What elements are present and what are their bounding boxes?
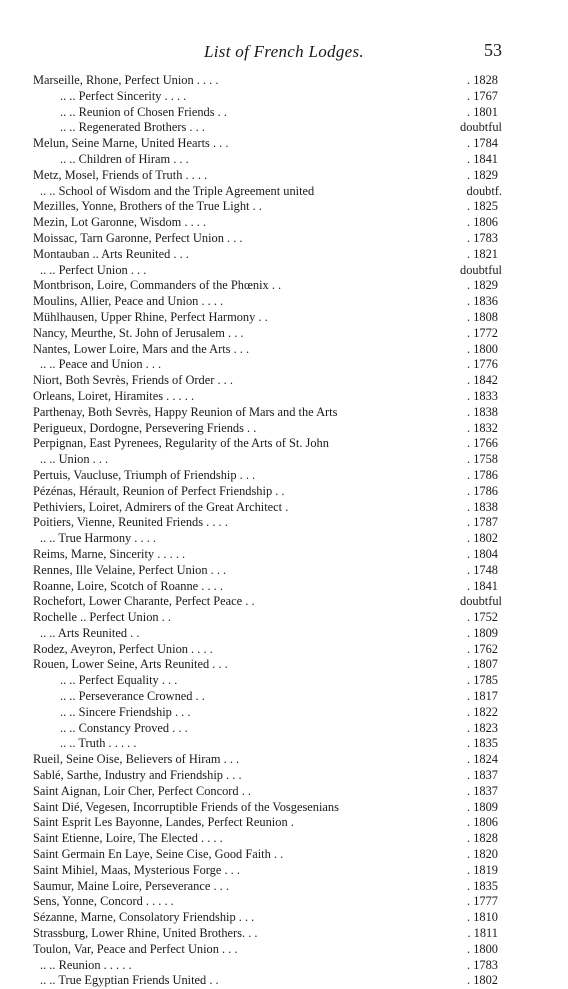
lodge-year: . 1819 (467, 862, 498, 877)
lodge-row (0, 926, 568, 942)
lodge-entry-text: Rochelle .. Perfect Union . . (33, 610, 171, 625)
lodge-entry-text: .. .. Constancy Proved . . . (60, 720, 188, 735)
lodge-row (0, 784, 568, 800)
lodge-entry-text: Moulins, Allier, Peace and Union . . . . (33, 294, 224, 309)
page-number: 53 (484, 40, 502, 60)
lodge-entry-text: Mühlhausen, Upper Rhine, Perfect Harmony . . (33, 309, 268, 324)
lodge-row (0, 973, 568, 989)
lodge-entry-text: Roanne, Loire, Scotch of Roanne . . . . (33, 578, 223, 593)
lodge-row (0, 673, 568, 689)
lodge-row (0, 278, 568, 294)
lodge-row (0, 231, 568, 247)
lodge-entry-text: Saint Esprit Les Bayonne, Landes, Perfect Reunion . (33, 815, 294, 830)
lodge-entry-text: .. .. True Egyptian Friends United . . (40, 973, 219, 988)
lodge-entry-text: Rochefort, Lower Charante, Perfect Peace . . (33, 594, 255, 609)
lodge-row (0, 689, 568, 705)
lodge-entry-text: .. .. Reunion of Chosen Friends . . (60, 104, 227, 119)
lodge-row (0, 120, 568, 136)
lodge-row (0, 847, 568, 863)
lodge-year: . 1786 (467, 483, 498, 498)
lodge-row (0, 594, 568, 610)
lodge-entry-text: Mezin, Lot Garonne, Wisdom . . . . (33, 215, 207, 230)
lodge-entry-text: Parthenay, Both Sevrès, Happy Reunion of Mars and the Arts (33, 404, 338, 419)
lodge-row (0, 736, 568, 752)
lodge-entry-text: Rueil, Seine Oise, Believers of Hiram . . . (33, 752, 240, 767)
lodge-year: . 1817 (467, 689, 498, 704)
lodge-year: . 1748 (467, 562, 498, 577)
lodge-year: . 1842 (467, 373, 498, 388)
lodge-row (0, 863, 568, 879)
lodge-entry-text: Nantes, Lower Loire, Mars and the Arts . . . (33, 341, 250, 356)
lodge-entry-text: Nancy, Meurthe, St. John of Jerusalem . . . (33, 325, 244, 340)
lodge-row (0, 958, 568, 974)
lodge-year: . 1835 (467, 878, 498, 893)
lodge-entry-text: Saint Dié, Vegesen, Incorruptible Friends of the Vosgesenians (33, 799, 339, 814)
lodge-year: . 1837 (467, 768, 498, 783)
lodge-entry-text: Sézanne, Marne, Consolatory Friendship . . . (33, 910, 255, 925)
lodge-entry-text: Rodez, Aveyron, Perfect Union . . . . (33, 641, 213, 656)
lodge-year: . 1828 (467, 73, 498, 87)
lodge-row (0, 879, 568, 895)
lodge-year: . 1766 (467, 436, 498, 451)
lodge-entry-text: Saint Aignan, Loir Cher, Perfect Concord . . (33, 783, 252, 798)
lodge-year: . 1758 (467, 452, 498, 467)
lodge-year: . 1806 (467, 215, 498, 230)
lodge-entry-text: .. .. Children of Hiram . . . (60, 151, 189, 166)
lodge-entry-text: Perigueux, Dordogne, Persevering Friends . . (33, 420, 257, 435)
lodge-entry-text: Melun, Seine Marne, United Hearts . . . (33, 136, 229, 151)
lodge-row (0, 152, 568, 168)
lodge-row (0, 626, 568, 642)
lodge-entry-text: .. .. Perseverance Crowned . . (60, 689, 205, 704)
lodge-row (0, 579, 568, 595)
lodge-row (0, 910, 568, 926)
lodge-year: . 1762 (467, 641, 498, 656)
lodge-year: . 1822 (467, 704, 498, 719)
lodge-year: . 1752 (467, 610, 498, 625)
lodge-row (0, 800, 568, 816)
lodge-entry-text: Saint Germain En Laye, Seine Cise, Good Faith . . (33, 847, 284, 862)
lodge-year: . 1804 (467, 546, 498, 561)
lodge-entry-text: .. .. Sincere Friendship . . . (60, 704, 191, 719)
lodge-row (0, 105, 568, 121)
lodge-entry-text: Pertuis, Vaucluse, Triumph of Friendship . . . (33, 467, 256, 482)
lodge-year: . 1809 (467, 625, 498, 640)
lodge-row (0, 73, 568, 89)
lodge-row (0, 610, 568, 626)
lodge-year: . 1823 (467, 720, 498, 735)
lodge-entry-text: Moissac, Tarn Garonne, Perfect Union . . . (33, 230, 243, 245)
lodge-entry-text: .. .. Regenerated Brothers . . . (60, 120, 205, 135)
lodge-year: . 1838 (467, 404, 498, 419)
lodge-entry-text: Metz, Mosel, Friends of Truth . . . . (33, 167, 208, 182)
lodge-entry-text: Pethiviers, Loiret, Admirers of the Great Architect . (33, 499, 289, 514)
lodge-year: . 1810 (467, 910, 498, 925)
lodge-row (0, 310, 568, 326)
lodge-row (0, 531, 568, 547)
lodge-year: . 1802 (467, 531, 498, 546)
lodge-entry-text: Marseille, Rhone, Perfect Union . . . . (33, 73, 219, 87)
lodge-row (0, 199, 568, 215)
lodge-year: . 1786 (467, 467, 498, 482)
lodge-entry-text: .. .. Perfect Equality . . . (60, 673, 178, 688)
lodge-row (0, 184, 568, 200)
lodge-entry-text: Toulon, Var, Peace and Perfect Union . . . (33, 941, 238, 956)
lodge-year: . 1829 (467, 167, 498, 182)
page-header (0, 42, 568, 68)
lodge-row (0, 657, 568, 673)
lodge-entry-text: Reims, Marne, Sincerity . . . . . (33, 546, 186, 561)
lodge-year: . 1777 (467, 894, 498, 909)
lodge-row (0, 357, 568, 373)
lodge-row (0, 815, 568, 831)
lodge-row (0, 500, 568, 516)
lodge-row (0, 294, 568, 310)
lodge-row (0, 831, 568, 847)
lodge-row (0, 894, 568, 910)
lodge-row (0, 547, 568, 563)
lodge-year: . 1820 (467, 847, 498, 862)
lodge-row (0, 89, 568, 105)
lodge-year: . 1836 (467, 294, 498, 309)
lodge-entry-text: .. .. Reunion . . . . . (40, 957, 132, 972)
lodge-entry-text: Saint Etienne, Loire, The Elected . . . . (33, 831, 223, 846)
lodge-year: . 1829 (467, 278, 498, 293)
lodge-row (0, 405, 568, 421)
lodge-year: . 1837 (467, 783, 498, 798)
lodge-entry-text: .. .. Arts Reunited . . (40, 625, 140, 640)
lodge-year: . 1776 (467, 357, 498, 372)
lodge-entry-text: .. .. Perfect Union . . . (40, 262, 147, 277)
lodge-row (0, 326, 568, 342)
lodge-entry-text: Orleans, Loiret, Hiramites . . . . . (33, 388, 195, 403)
lodge-year: doubtful (460, 262, 502, 277)
page-title: List of French Lodges. (204, 42, 364, 61)
lodge-year: . 1785 (467, 673, 498, 688)
lodge-year: . 1800 (467, 941, 498, 956)
lodge-entry-text: Perpignan, East Pyrenees, Regularity of the Arts of St. John (33, 436, 329, 451)
lodge-year: . 1825 (467, 199, 498, 214)
lodge-entry-text: Poitiers, Vienne, Reunited Friends . . . . (33, 515, 228, 530)
lodge-year: . 1808 (467, 309, 498, 324)
lodge-year: . 1783 (467, 230, 498, 245)
lodge-year: . 1772 (467, 325, 498, 340)
lodge-row (0, 263, 568, 279)
lodge-year: . 1828 (467, 831, 498, 846)
lodge-entry-text: Rennes, Ille Velaine, Perfect Union . . . (33, 562, 227, 577)
lodge-entry-text: .. .. Perfect Sincerity . . . . (60, 88, 187, 103)
lodge-year: . 1787 (467, 515, 498, 530)
lodge-row (0, 436, 568, 452)
lodge-year: . 1821 (467, 246, 498, 261)
lodge-row (0, 515, 568, 531)
lodge-year: . 1833 (467, 388, 498, 403)
lodge-row (0, 563, 568, 579)
lodge-row (0, 168, 568, 184)
lodge-year: . 1841 (467, 151, 498, 166)
lodge-row (0, 768, 568, 784)
lodge-year: . 1809 (467, 799, 498, 814)
lodge-entry-text: .. .. Truth . . . . . (60, 736, 137, 751)
lodge-year: . 1835 (467, 736, 498, 751)
lodge-year: . 1811 (467, 926, 498, 941)
lodge-row (0, 247, 568, 263)
lodge-entry-text: Niort, Both Sevrès, Friends of Order . . . (33, 373, 233, 388)
lodge-row (0, 705, 568, 721)
lodge-entry-text: .. .. School of Wisdom and the Triple Agreement united (40, 183, 315, 198)
lodge-year: . 1784 (467, 136, 498, 151)
lodge-entry-text: .. .. Union . . . (40, 452, 109, 467)
lodge-year: . 1807 (467, 657, 498, 672)
lodge-year: . 1838 (467, 499, 498, 514)
lodge-year: doubtf. (466, 183, 502, 198)
lodge-list (0, 73, 568, 989)
lodge-row (0, 721, 568, 737)
lodge-row (0, 642, 568, 658)
lodge-year: . 1802 (467, 973, 498, 988)
lodge-entry-text: Montauban .. Arts Reunited . . . (33, 246, 189, 261)
lodge-row (0, 215, 568, 231)
lodge-year: doubtful (460, 120, 502, 135)
lodge-entry-text: Mezilles, Yonne, Brothers of the True Light . . (33, 199, 262, 214)
lodge-row (0, 421, 568, 437)
lodge-entry-text: Sablé, Sarthe, Industry and Friendship . . . (33, 768, 242, 783)
lodge-row (0, 752, 568, 768)
lodge-entry-text: Saint Mihiel, Maas, Mysterious Forge . . . (33, 862, 240, 877)
lodge-year: . 1841 (467, 578, 498, 593)
lodge-row (0, 136, 568, 152)
lodge-row (0, 468, 568, 484)
lodge-year: . 1801 (467, 104, 498, 119)
lodge-entry-text: Rouen, Lower Seine, Arts Reunited . . . (33, 657, 228, 672)
lodge-row (0, 373, 568, 389)
lodge-row (0, 342, 568, 358)
lodge-entry-text: Sens, Yonne, Concord . . . . . (33, 894, 174, 909)
lodge-year: . 1832 (467, 420, 498, 435)
lodge-entry-text: Strassburg, Lower Rhine, United Brothers. . . (33, 926, 258, 941)
lodge-row (0, 389, 568, 405)
lodge-year: . 1800 (467, 341, 498, 356)
lodge-year: . 1783 (467, 957, 498, 972)
lodge-year: . 1824 (467, 752, 498, 767)
lodge-year: . 1767 (467, 88, 498, 103)
lodge-year: doubtful (460, 594, 502, 609)
lodge-entry-text: Saumur, Maine Loire, Perseverance . . . (33, 878, 229, 893)
lodge-row (0, 942, 568, 958)
lodge-row (0, 484, 568, 500)
lodge-entry-text: .. .. Peace and Union . . . (40, 357, 162, 372)
lodge-entry-text: Pézénas, Hérault, Reunion of Perfect Friendship . . (33, 483, 285, 498)
lodge-year: . 1806 (467, 815, 498, 830)
lodge-row (0, 452, 568, 468)
lodge-entry-text: Montbrison, Loire, Commanders of the Phœnix . . (33, 278, 282, 293)
lodge-entry-text: .. .. True Harmony . . . . (40, 531, 156, 546)
